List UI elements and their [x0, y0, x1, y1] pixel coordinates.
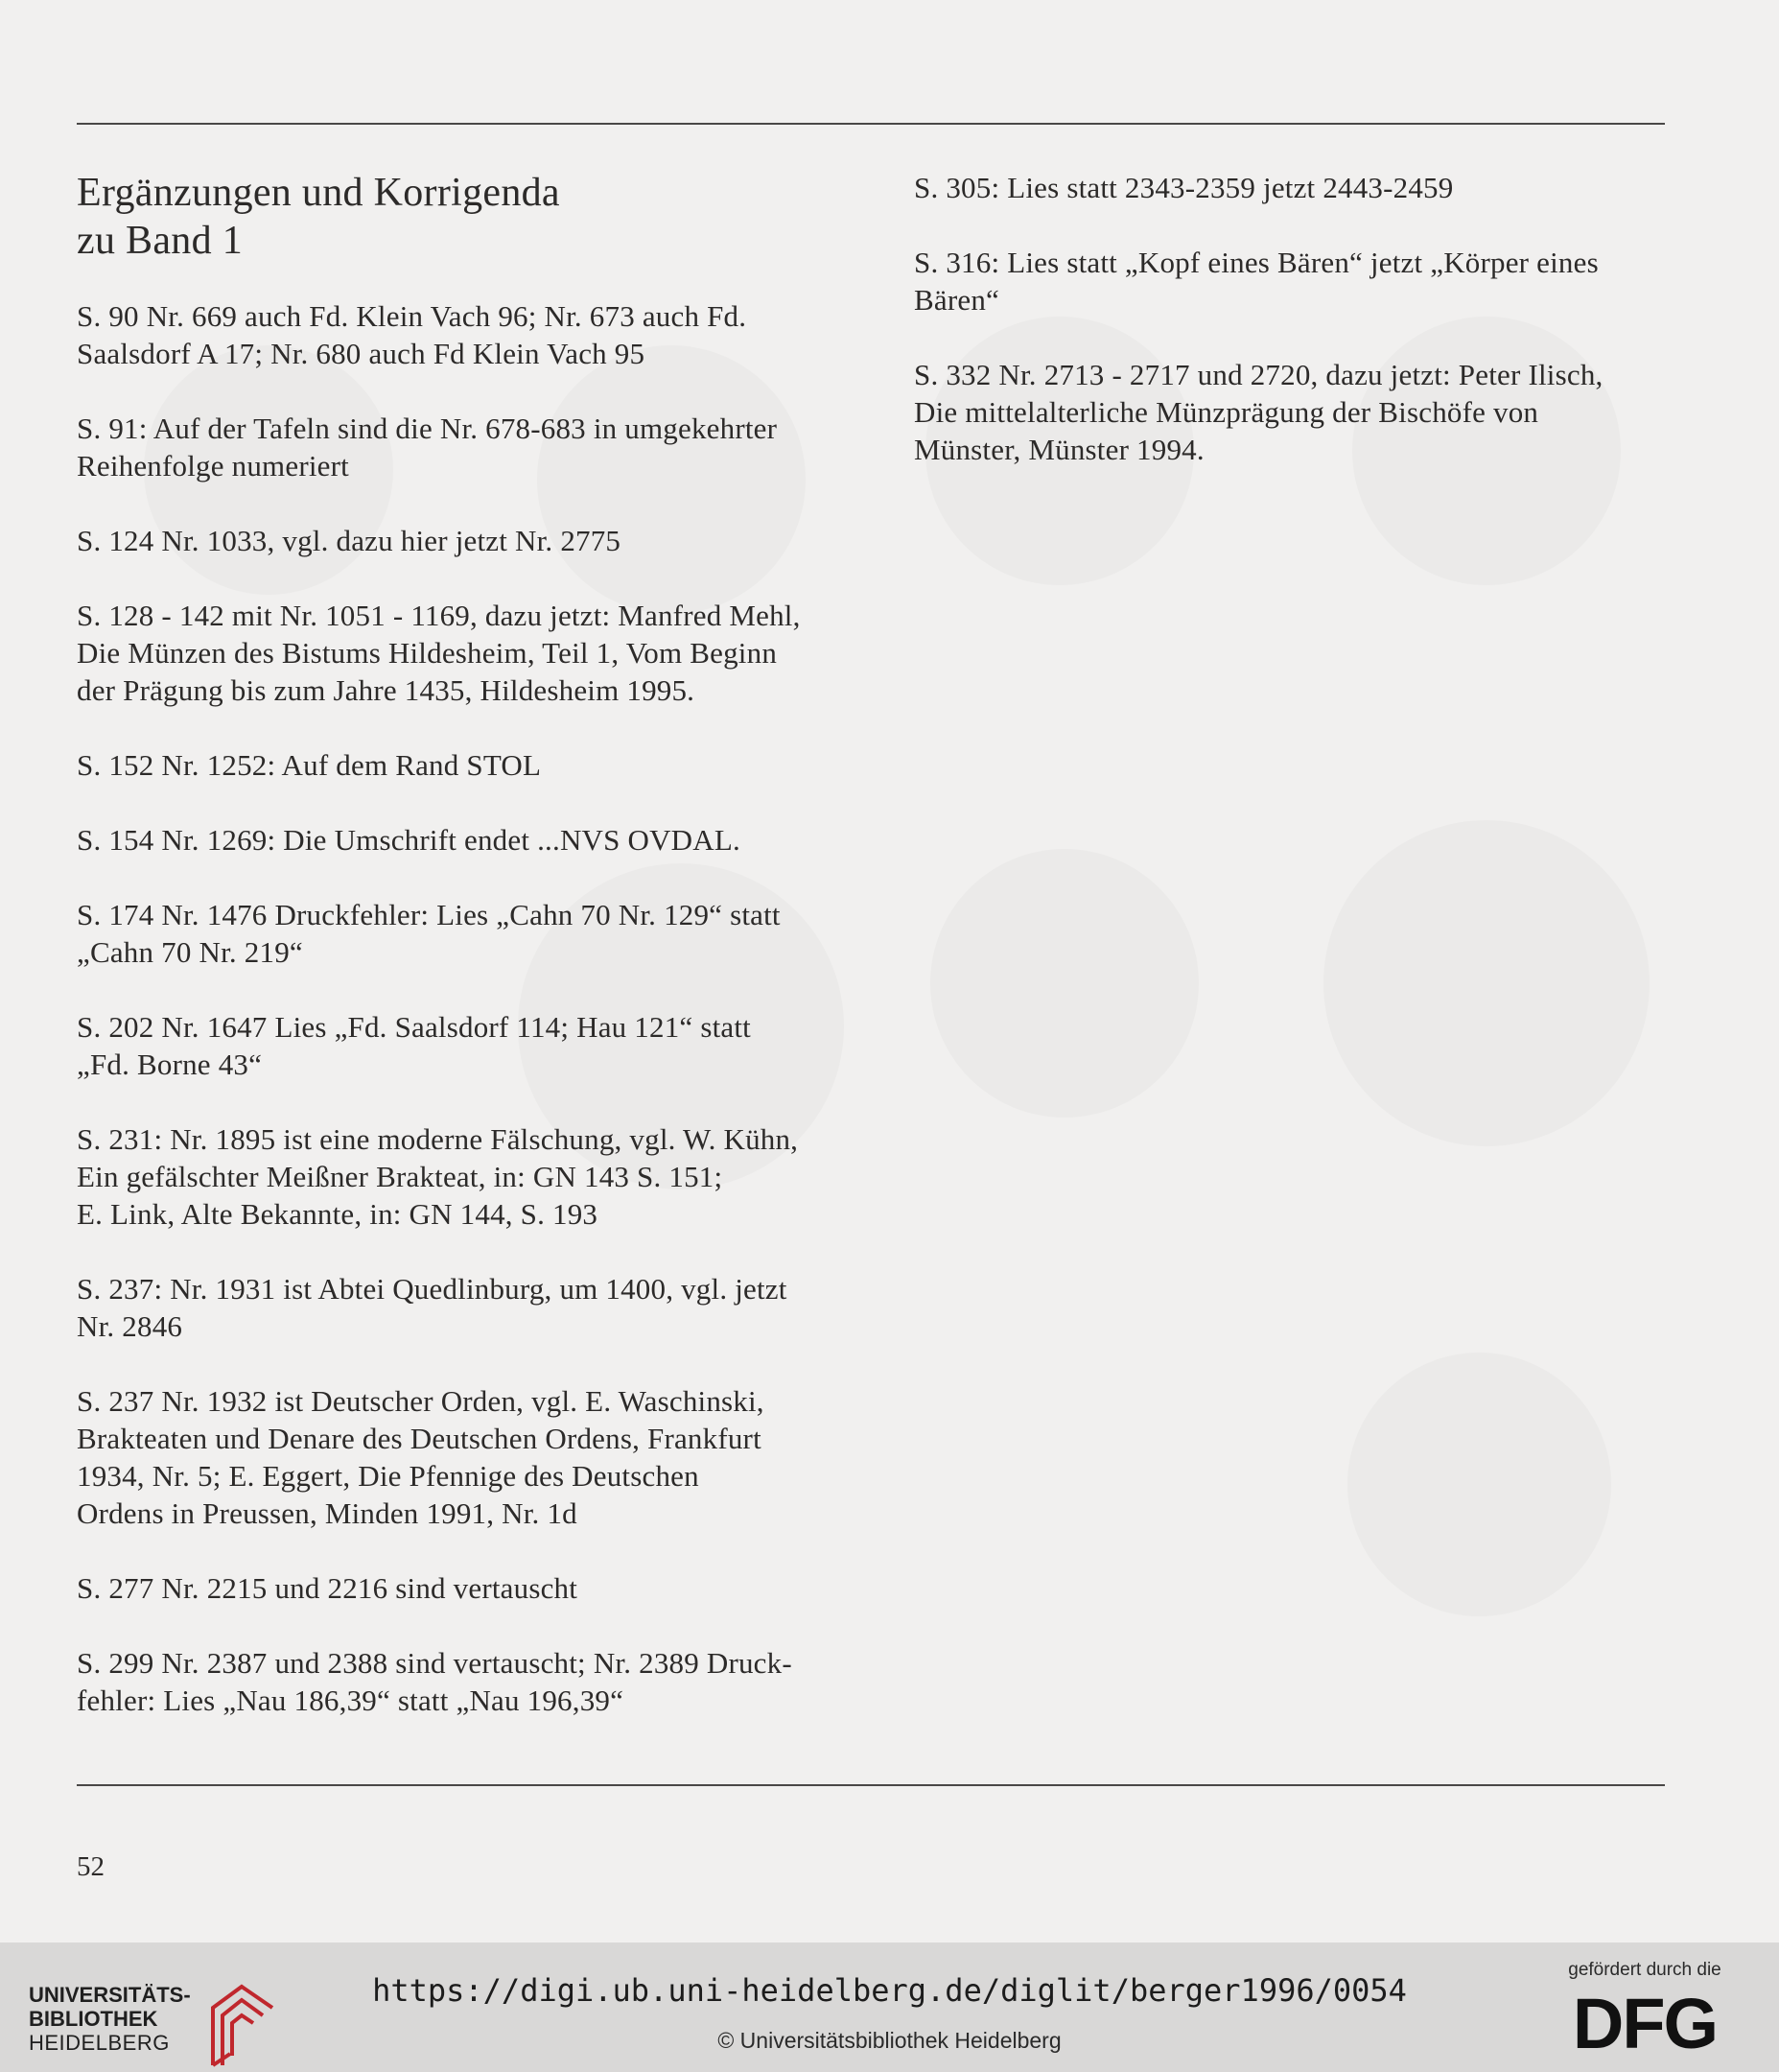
entry-line: „Fd. Borne 43“ [77, 1048, 263, 1081]
entry-line: S. 128 - 142 mit Nr. 1051 - 1169, dazu jetzt: Manfred Mehl, [77, 599, 801, 632]
correction-entry [914, 169, 1662, 206]
entry-line: S. 174 Nr. 1476 Druckfehler: Lies „Cahn 70 Nr. 129“ statt [77, 898, 781, 931]
correction-entry [77, 746, 844, 784]
entry-line: Reihenfolge numeriert [77, 449, 349, 483]
title-line: Ergänzungen und Korrigenda [77, 171, 560, 215]
entry-line: S. 305: Lies statt 2343-2359 jetzt 2443-2459 [914, 171, 1454, 204]
page-title [77, 169, 844, 265]
library-name-line: UNIVERSITÄTS- [29, 1983, 191, 2007]
library-name-line: HEIDELBERG [29, 2031, 170, 2055]
entry-line: Ein gefälschter Meißner Brakteat, in: GN 143 S. 151; [77, 1160, 723, 1193]
entry-line: S. 231: Nr. 1895 ist eine moderne Fälschung, vgl. W. Kühn, [77, 1122, 799, 1156]
entry-line: Saalsdorf A 17; Nr. 680 auch Fd Klein Vach 95 [77, 337, 645, 370]
entry-line: Die Münzen des Bistums Hildesheim, Teil 1, Vom Beginn [77, 636, 778, 670]
entry-line: der Prägung bis zum Jahre 1435, Hildesheim 1995. [77, 673, 695, 707]
correction-entry [77, 1644, 844, 1719]
page-number: 52 [77, 1851, 105, 1882]
permalink-url[interactable]: https://digi.ub.uni-heidelberg.de/diglit/berger1996/0054 [372, 1972, 1407, 2009]
correction-entry [77, 297, 844, 372]
correction-entry [914, 356, 1662, 468]
library-name-line: BIBLIOTHEK [29, 2007, 158, 2031]
correction-entry [77, 821, 844, 859]
entry-line: Brakteaten und Denare des Deutschen Ordens, Frankfurt [77, 1422, 761, 1455]
correction-entry [77, 1569, 844, 1607]
entry-line: Bären“ [914, 283, 999, 317]
show-through-coin [1347, 1353, 1611, 1616]
entry-line: S. 152 Nr. 1252: Auf dem Rand STOL [77, 748, 542, 782]
entry-line: S. 202 Nr. 1647 Lies „Fd. Saalsdorf 114; Hau 121“ statt [77, 1010, 751, 1044]
entry-line: S. 237 Nr. 1932 ist Deutscher Orden, vgl. E. Waschinski, [77, 1384, 764, 1418]
correction-entry [77, 597, 844, 709]
entry-line: 1934, Nr. 5; E. Eggert, Die Pfennige des Deutschen [77, 1459, 699, 1493]
correction-entry [77, 410, 844, 484]
entry-line: S. 299 Nr. 2387 und 2388 sind vertauscht; Nr. 2389 Druck- [77, 1646, 792, 1680]
correction-entry [77, 1120, 844, 1233]
bottom-rule [77, 1784, 1665, 1786]
right-column [914, 169, 1662, 506]
title-line: zu Band 1 [77, 219, 243, 263]
show-through-coin [930, 849, 1199, 1118]
dfg-logo-icon: DFG [1572, 1984, 1718, 2063]
entry-line: Münster, Münster 1994. [914, 433, 1205, 466]
correction-entry [77, 1382, 844, 1532]
right-entries [914, 169, 1662, 468]
entry-line: E. Link, Alte Bekannte, in: GN 144, S. 193 [77, 1197, 598, 1231]
footer-bar [0, 1942, 1779, 2072]
copyright-notice: © Universitätsbibliothek Heidelberg [717, 2028, 1062, 2053]
entry-line: fehler: Lies „Nau 186,39“ statt „Nau 196,39“ [77, 1684, 624, 1717]
entry-line: S. 332 Nr. 2713 - 2717 und 2720, dazu jetzt: Peter Ilisch, [914, 358, 1603, 391]
left-entries [77, 297, 844, 1719]
correction-entry [77, 1008, 844, 1083]
entry-line: S. 90 Nr. 669 auch Fd. Klein Vach 96; Nr. 673 auch Fd. [77, 299, 747, 333]
entry-line: Die mittelalterliche Münzprägung der Bischöfe von [914, 395, 1539, 429]
top-rule [77, 123, 1665, 125]
entry-line: S. 154 Nr. 1269: Die Umschrift endet ...NVS OVDAL. [77, 823, 740, 857]
entry-line: Nr. 2846 [77, 1309, 183, 1343]
entry-line: S. 277 Nr. 2215 und 2216 sind vertauscht [77, 1571, 578, 1605]
correction-entry [914, 244, 1662, 318]
entry-line: S. 91: Auf der Tafeln sind die Nr. 678-683 in umgekehrter [77, 412, 778, 445]
entry-line: „Cahn 70 Nr. 219“ [77, 935, 303, 969]
left-column [77, 169, 844, 1756]
show-through-coin [1323, 820, 1650, 1146]
correction-entry [77, 1270, 844, 1345]
correction-entry [77, 522, 844, 559]
funding-logo[interactable] [1539, 1960, 1750, 2065]
correction-entry [77, 896, 844, 971]
entry-line: Ordens in Preussen, Minden 1991, Nr. 1d [77, 1496, 577, 1530]
entry-line: S. 124 Nr. 1033, vgl. dazu hier jetzt Nr. 2775 [77, 524, 621, 557]
entry-line: S. 237: Nr. 1931 ist Abtei Quedlinburg, um 1400, vgl. jetzt [77, 1272, 787, 1306]
entry-line: S. 316: Lies statt „Kopf eines Bären“ jetzt „Körper eines [914, 246, 1599, 279]
funding-caption: gefördert durch die [1568, 1960, 1721, 1980]
